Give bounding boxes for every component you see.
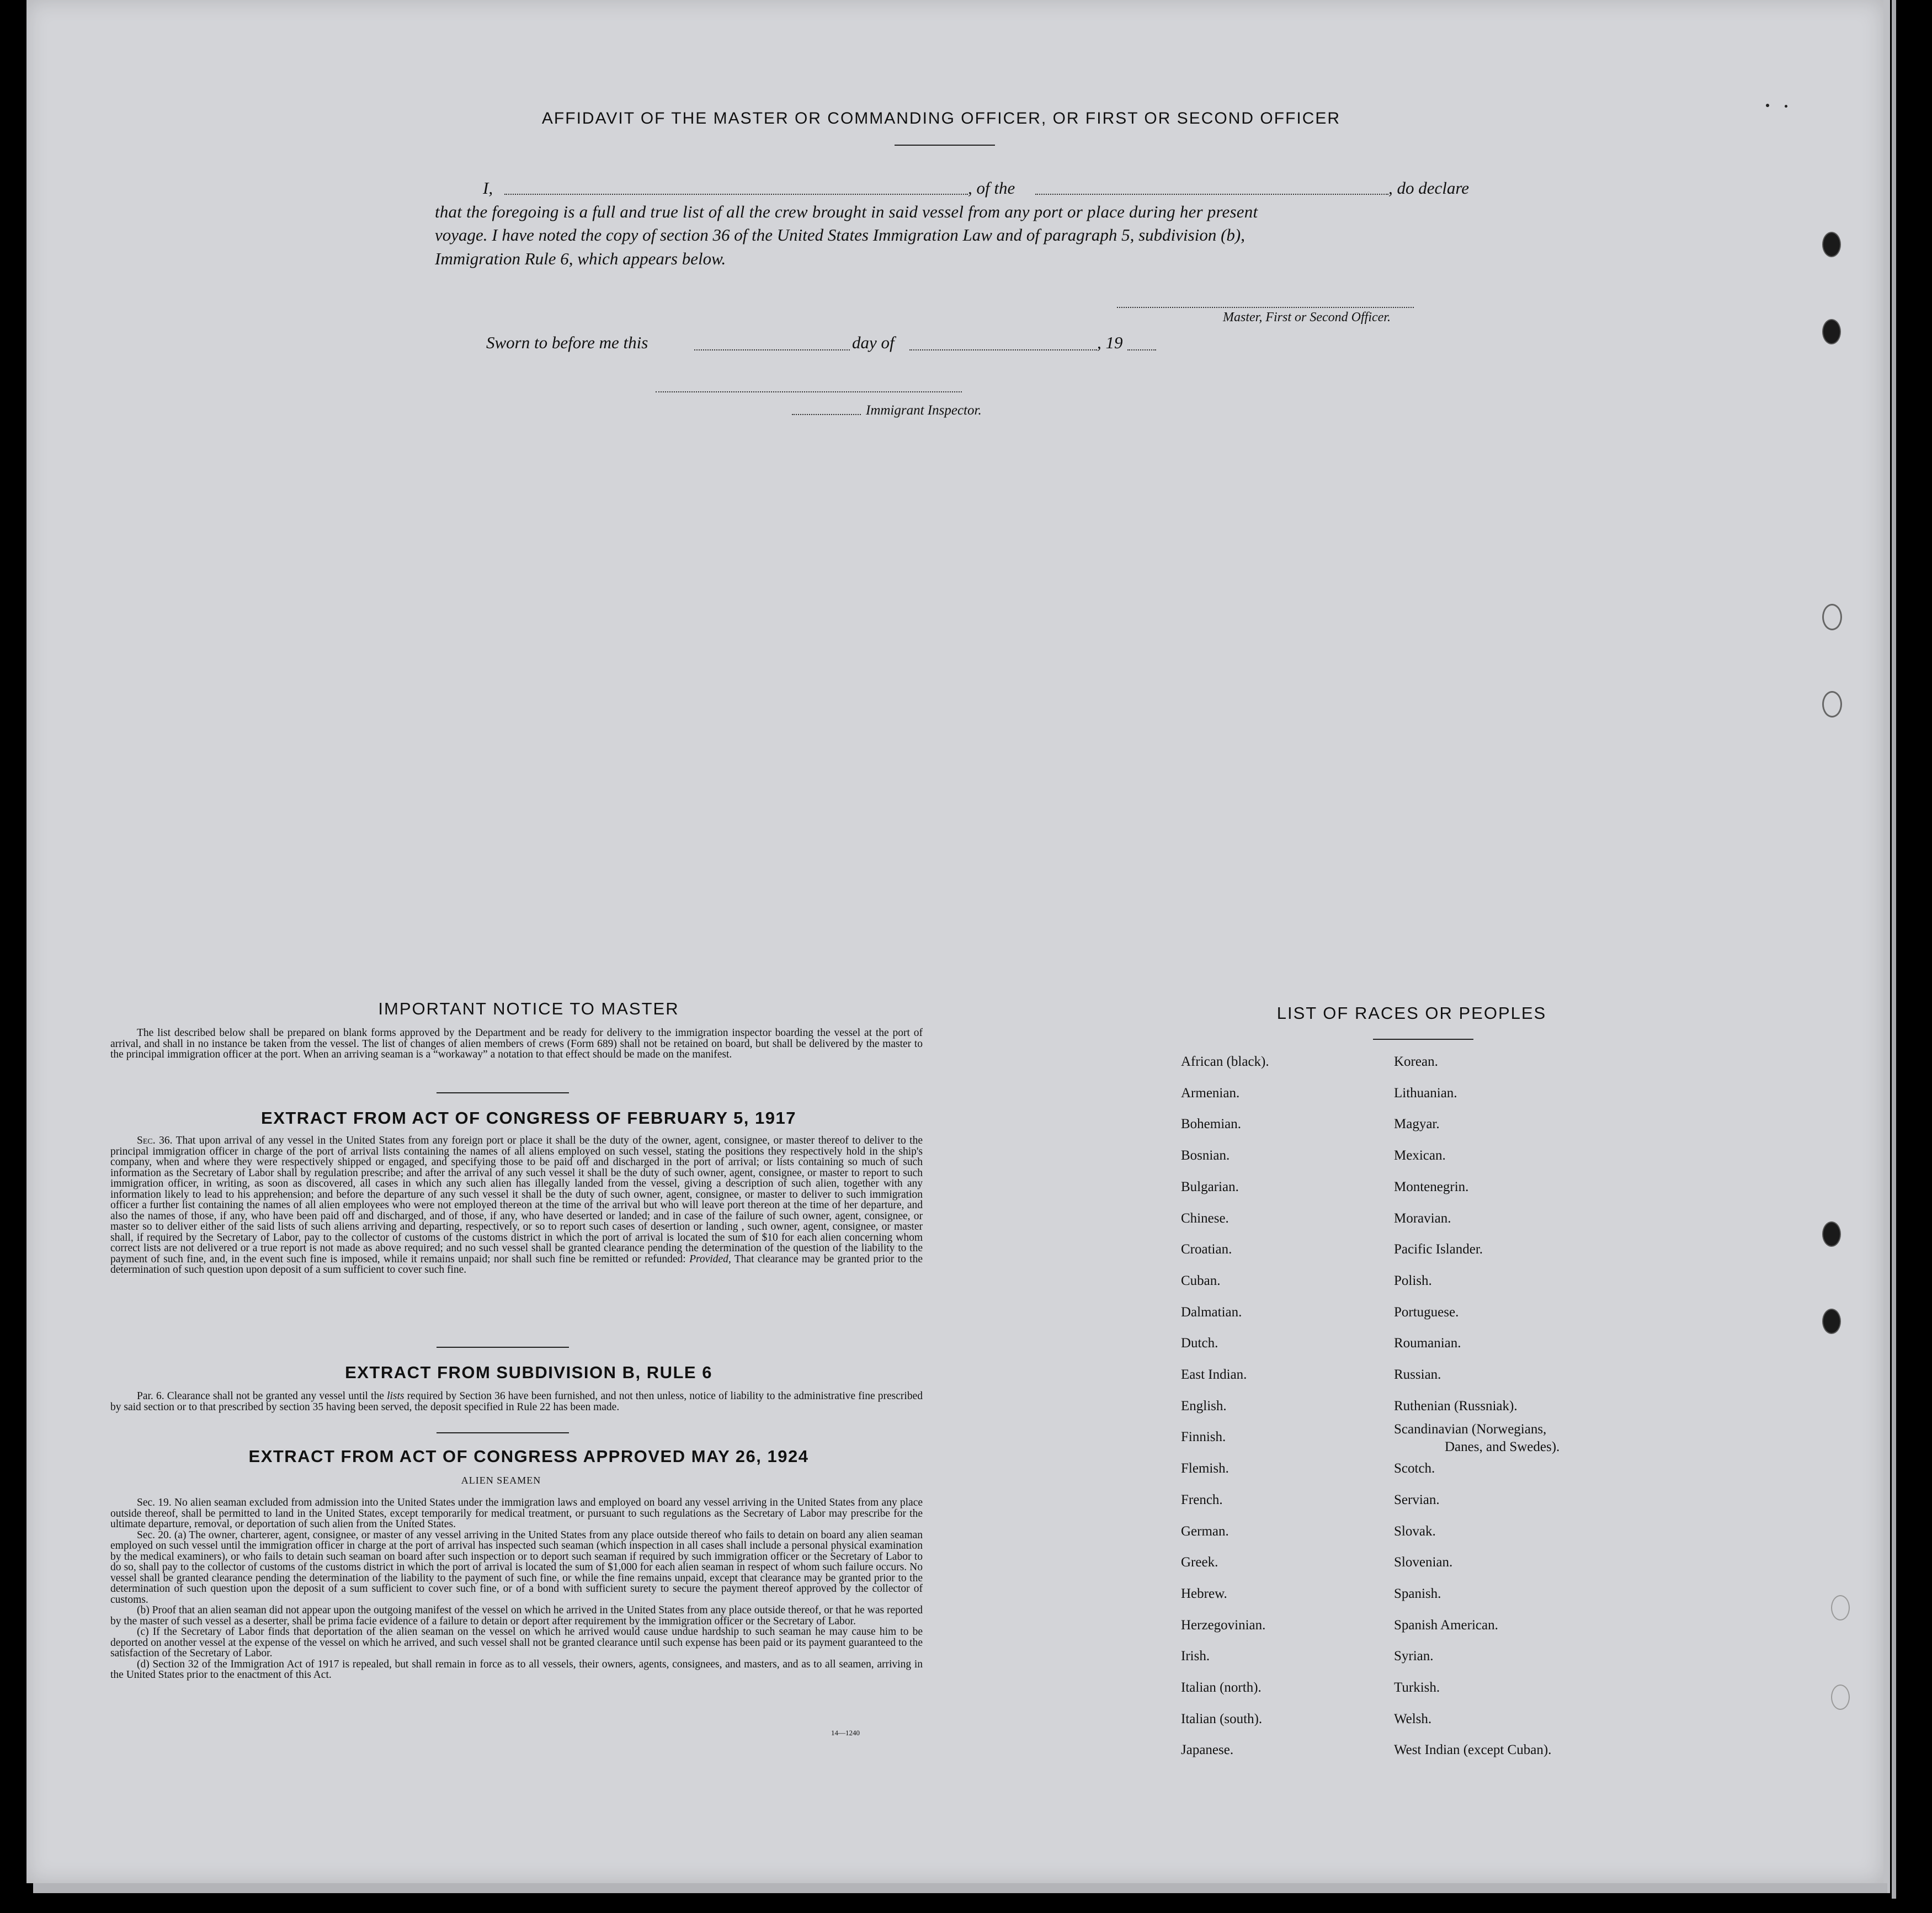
sec19-label: Sec. 19. <box>137 1497 172 1508</box>
race-item: Irish. <box>1181 1649 1210 1664</box>
affidavit-body-line1: that the foregoing is a full and true list of all the crew brought in said vessel from any port or place during her present <box>435 202 1258 221</box>
binder-hole <box>1822 232 1841 257</box>
race-item: Slovenian. <box>1394 1555 1453 1570</box>
race-item: Herzegovinian. <box>1181 1617 1266 1633</box>
extract-1924-title: EXTRACT FROM ACT OF CONGRESS APPROVED MAY 26, 1924 <box>248 1447 809 1466</box>
race-item: Spanish American. <box>1394 1617 1498 1633</box>
race-item: Scandinavian (Norwegians, <box>1394 1422 1547 1437</box>
master-signature-label: Master, First or Second Officer. <box>1223 310 1391 325</box>
race-item: Bosnian. <box>1181 1148 1230 1163</box>
race-item: Pacific Islander. <box>1394 1242 1483 1257</box>
sworn-label: Sworn to before me this <box>486 333 648 352</box>
race-item: Armenian. <box>1181 1085 1240 1101</box>
sec20-label: Sec. 20. <box>137 1529 172 1541</box>
sec20d-body: (d) Section 32 of the Immigration Act of 1917 is repealed, but shall remain in force as to all vessels, their owners, agents, consignees, and masters, and as to all seamen, arriving in the United States prior to the enactment of this Act. <box>110 1658 923 1681</box>
race-item: Welsh. <box>1394 1711 1432 1726</box>
extract-1917-title: EXTRACT FROM ACT OF CONGRESS OF FEBRUARY 5, 1917 <box>261 1108 796 1128</box>
race-item: Bohemian. <box>1181 1117 1242 1132</box>
race-item: Italian (north). <box>1181 1680 1262 1695</box>
race-item: West Indian (except Cuban). <box>1394 1742 1552 1758</box>
race-item: Bulgarian. <box>1181 1179 1239 1194</box>
binder-hole <box>1831 1595 1850 1620</box>
affidavit-title-rule <box>895 145 995 146</box>
race-item: Greek. <box>1181 1555 1218 1570</box>
race-item: Croatian. <box>1181 1242 1232 1257</box>
officer-name-line[interactable] <box>504 194 968 195</box>
page-bottom-edge <box>33 1883 1887 1893</box>
rule6-text <box>110 1391 923 1412</box>
race-item: Dutch. <box>1181 1336 1218 1351</box>
form-number: 14—1240 <box>831 1729 860 1737</box>
sec36-tail: That clearance may be granted prior to the determination of such question upon deposit of a sum sufficient to cover such fine. <box>110 1253 923 1276</box>
sec20a-body: (a) The owner, charterer, agent, consignee, or master of any vessel arriving in the United States from any place outside thereof who fails to detain on board any alien seaman employed on such vessel until the immigration officer in charge at the port of arrival has inspected such seaman (which inspection in all cases shall include a personal physical examination by the medical examiners), or who fails to detain such seaman on board after such inspection or to deport such seaman if required by such immigration officer or the Secretary of Labor to do so, shall pay to the collector of customs of the customs district in which the port of arrival is located the sum of $1,000 for each alien seaman in respect of whom such failure occurs. No vessel shall be granted clearance pending the determination of the liability to the payment of such fine, or while the fine remains unpaid, except that clearance may be granted prior to the determination of such question upon the deposit of a sum sufficient to cover such fine, or of a bond with sufficient surety to secure the payment thereof approved by the collector of customs. <box>110 1529 923 1606</box>
race-item: Japanese. <box>1181 1742 1234 1758</box>
affidavit-do-declare-label: , do declare <box>1388 178 1470 198</box>
sworn-month-line[interactable] <box>909 349 1097 350</box>
race-scandinavian-continued: Danes, and Swedes). <box>1445 1439 1560 1454</box>
race-item: Polish. <box>1394 1273 1432 1288</box>
race-item: Spanish. <box>1394 1586 1441 1601</box>
race-item: Magyar. <box>1394 1117 1440 1132</box>
race-item: Mexican. <box>1394 1148 1446 1163</box>
corner-mark <box>1766 104 1769 107</box>
par6-label: Par. 6. <box>137 1390 164 1402</box>
binder-hole <box>1822 319 1841 344</box>
rule6-title: EXTRACT FROM SUBDIVISION B, RULE 6 <box>345 1363 712 1382</box>
race-item: Chinese. <box>1181 1210 1229 1226</box>
page-edge-outer <box>1892 0 1896 1899</box>
notice-rule <box>437 1092 569 1093</box>
affidavit-body-line3: Immigration Rule 6, which appears below. <box>435 249 726 268</box>
binder-hole <box>1822 691 1842 718</box>
race-item: Russian. <box>1394 1367 1441 1382</box>
race-item: Dalmatian. <box>1181 1304 1242 1320</box>
document-page <box>26 0 1883 1883</box>
binder-hole <box>1822 604 1842 630</box>
sworn-day-line[interactable] <box>694 349 850 350</box>
race-item: English. <box>1181 1398 1227 1414</box>
lists-word: lists <box>387 1390 405 1402</box>
affidavit-title: AFFIDAVIT OF THE MASTER OR COMMANDING OFFICER, OR FIRST OR SECOND OFFICER <box>541 109 1341 127</box>
extract-1917-text <box>110 1135 923 1276</box>
race-item: Slovak. <box>1394 1523 1436 1539</box>
master-signature-line[interactable] <box>1117 307 1414 308</box>
sworn-year-line[interactable] <box>1127 349 1156 350</box>
sec36-body: That upon arrival of any vessel in the United States from any foreign port or place it shall be the duty of the owner, agent, consignee, or master thereof to deliver to the principal immigration officer in charge of the port of arrival lists containing the names of all aliens employed on such vessel, stating the positions they respectively hold in the ship's company, when and where they were respectively shipped or engaged, and specifying those to be paid off and discharged in the port of arrival; or lists containing so much of such information as the Secretary of Labor shall by regulation prescribe; and after the arrival of any such vessel it shall be the duty of such owner, agent, consignee, or master to report to such immigration officer, in writing, as soon as discovered, all cases in which any such alien has illegally landed from the vessel, giving a description of such alien, together with any information likely to lead to his apprehension; and before the departure of any such vessel it shall be the duty of such owner, agent, consignee, or master to deliver to such immigration officer a further list containing the names of all alien employees who were not employed thereon at the time of the arrival but who will leave port thereon at the time of her departure, and also the names of those, if any, who have been paid off and discharged, and of those, if any, who have deserted or landed; and in case of the failure of such owner, agent, consignee, or master so to deliver either of the said lists of such aliens arriving and departing, respectively, or so to report such cases of desertion or landing , such owner, agent, consignee, or master shall, if required by the Secretary of Labor, pay to the collector of customs of the customs district in which the port of arrival is located the sum of $10 for each alien concerning whom correct lists are not delivered or a true report is not made as above required; and no such vessel shall be granted clearance pending the determination of the question of the liability to the payment of such fine, and, in the event such fine is imposed, while it remains unpaid; nor shall such fine be remitted or refunded: <box>110 1135 923 1265</box>
sec20c-body: (c) If the Secretary of Labor finds that deportation of the alien seaman on the vessel on which he arrived would cause undue hardship to such seaman he may cause him to be deported on another vessel at the expense of the vessel on which he arrived, and such vessel shall not be granted clearance until such expense has been paid or its payment guaranteed to the satisfaction of the Secretary of Labor. <box>110 1626 923 1659</box>
race-item: Lithuanian. <box>1394 1085 1457 1101</box>
race-item: Roumanian. <box>1394 1336 1461 1351</box>
race-item: Finnish. <box>1181 1430 1226 1445</box>
race-item: East Indian. <box>1181 1367 1247 1382</box>
notice-title: IMPORTANT NOTICE TO MASTER <box>378 999 679 1018</box>
binder-hole <box>1831 1684 1850 1710</box>
race-item: Syrian. <box>1394 1649 1434 1664</box>
affidavit-of-the-label: , of the <box>968 178 1015 198</box>
race-item: French. <box>1181 1492 1223 1507</box>
binder-hole <box>1822 1221 1841 1247</box>
inspector-signature-line[interactable] <box>656 391 962 392</box>
race-item: Italian (south). <box>1181 1711 1263 1726</box>
race-item: Scotch. <box>1394 1461 1435 1476</box>
provided-word: Provided, <box>689 1253 731 1265</box>
race-item: Portuguese. <box>1394 1304 1459 1320</box>
race-item: African (black). <box>1181 1054 1269 1069</box>
affidavit-body-line2: voyage. I have noted the copy of section 36 of the United States Immigration Law and of paragraph 5, subdivision (b), <box>435 225 1245 245</box>
affidavit-i-label: I, <box>483 178 493 198</box>
rule6-rule <box>437 1432 569 1433</box>
race-item: Flemish. <box>1181 1461 1229 1476</box>
inspector-label: Immigrant Inspector. <box>866 403 982 418</box>
sec36-label: Sec. 36. <box>137 1135 173 1146</box>
alien-seamen-subtitle: ALIEN SEAMEN <box>461 1475 541 1486</box>
notice-text: The list described below shall be prepared on blank forms approved by the Department and be ready for delivery to the immigration inspector boarding the vessel at the port of arrival, and shall in no instance be taken from the vessel. The list of changes of alien members of crews (Form 689) shall not be retained on board, but shall be delivered by the master to the principal immigration officer at the port. When an arriving seaman is a “workaway” a notation to that effect should be made on the manifest. <box>110 1027 923 1060</box>
inspector-signature-line-short[interactable] <box>792 414 861 415</box>
race-item: German. <box>1181 1523 1229 1539</box>
race-item: Moravian. <box>1394 1210 1451 1226</box>
extract-1917-rule <box>437 1347 569 1348</box>
binder-hole <box>1822 1309 1841 1334</box>
race-item: Cuban. <box>1181 1273 1221 1288</box>
race-item: Ruthenian (Russniak). <box>1394 1398 1518 1414</box>
vessel-name-line[interactable] <box>1035 194 1388 195</box>
races-title: LIST OF RACES OR PEOPLES <box>1276 1003 1547 1023</box>
rule6-body-after: required by Section 36 have been furnished, and not then unless, notice of liability to the administrative fine prescribed by said section or to that prescribed by section 35 having been served, the deposit specified in Rule 22 has been made. <box>110 1390 923 1413</box>
extract-1924-text <box>110 1497 923 1681</box>
race-item: Montenegrin. <box>1394 1179 1469 1194</box>
race-item: Hebrew. <box>1181 1586 1227 1601</box>
day-of-label: day of <box>852 333 895 352</box>
page-edge <box>1883 0 1890 1893</box>
race-item: Servian. <box>1394 1492 1440 1507</box>
corner-mark <box>1785 105 1787 108</box>
sec19-body: No alien seaman excluded from admission into the United States under the immigration laws and employed on board any vessel arriving in the United States from any place outside thereof, shall be permitted to land in the United States, except temporarily for medical treatment, or pursuant to such regulations as the Secretary of Labor may prescribe for the ultimate departure, removal, or deportation of such alien from the United States. <box>110 1497 923 1530</box>
race-item: Korean. <box>1394 1054 1438 1069</box>
year-label: , 19 <box>1097 333 1123 352</box>
sec20b-body: (b) Proof that an alien seaman did not appear upon the outgoing manifest of the vessel on which he arrived in the United States from any place outside thereof, or that he was reported by the master of such vessel as a deserter, shall be prima facie evidence of a failure to detain or deport after requirement by the immigration officer or the Secretary of Labor. <box>110 1604 923 1627</box>
race-item: Turkish. <box>1394 1680 1440 1695</box>
races-title-rule <box>1373 1039 1473 1040</box>
rule6-body-before: Clearance shall not be granted any vessel until the <box>167 1390 384 1402</box>
